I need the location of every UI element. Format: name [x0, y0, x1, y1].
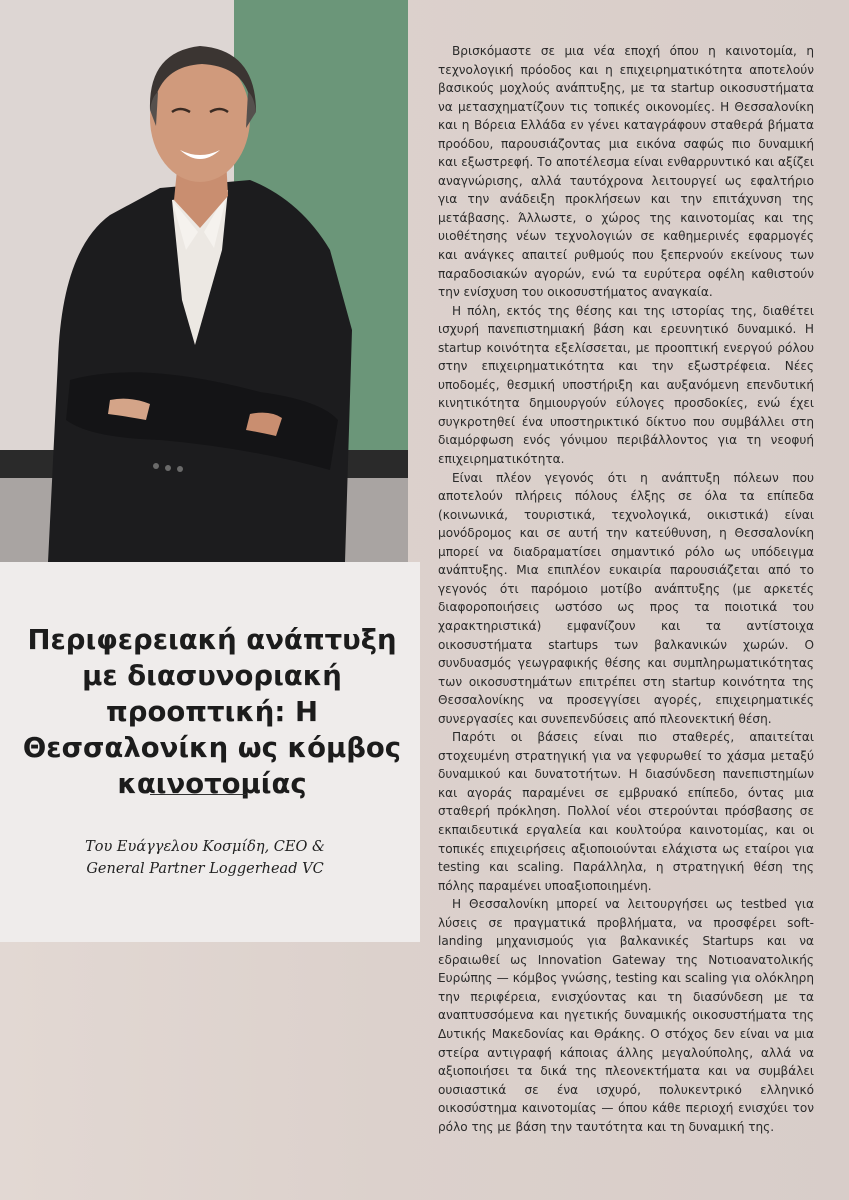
body-paragraph: Βρισκόμαστε σε μια νέα εποχή όπου η καινοτομία, η τεχνολογική πρόοδος και η επιχειρηματικότητα αποτελούν βασικούς μοχλούς ανάπτυξης, με τα startup οικοσυστήματα να μετασχηματίζουν τις τοπικές οικονομίες. Η Θεσσαλονίκη και η Βόρεια Ελλάδα εν γένει καταγράφουν σταθερά βήματα προόδου, παρουσιάζοντας μια εικόνα σαφώς πιο δυναμική και εξωστρεφή. Το αποτέλεσμα είναι ενθαρρυντικό και αξίζει αναγνώρισης, αλλά ταυτόχρονα λειτουργεί ως εφαλτήριο για την ανάδειξη προκλήσεων και την επιτάχυνση της μετάβασης. Άλλωστε, ο χώρος της καινοτομίας και της υιοθέτησης νέων τεχνολογιών σε καθημερινές εφαρμογές και ανάγκες απαιτεί ρυθμούς που ξεπερνούν εκείνους των παραδοσιακών αγορών, ενώ τα ευρύτερα οφέλη καθιστούν την ενίσχυση του οικοσυστήματος αναγκαία. [438, 44, 814, 300]
body-paragraph: Παρότι οι βάσεις είναι πιο σταθερές, απαιτείται στοχευμένη στρατηγική για να γεφυρωθεί το χάσμα μεταξύ δυναμικού και δυνατοτήτων. Η διασύνδεση πανεπιστημίων και αγοράς παραμένει σε εμβρυακό επίπεδο, όντας μια σταθερή πρόκληση. Πολλοί νέοι στερούνται πρόσβασης σε εκπαιδευτικά εργαλεία και κουλτούρα καινοτομίας, και οι τοπικές επιχειρήσεις αξιοποιούνται ελάχιστα ως εταίροι για testing και scaling. Παράλληλα, η στρατηγική θέση της πόλης παραμένει υποαξιοποιημένη. [438, 730, 814, 893]
article-body [438, 42, 814, 1136]
portrait-illustration [0, 0, 408, 562]
article-byline: Του Ευάγγελου Κοσμίδη, CEO & General Partner Loggerhead VC [85, 839, 325, 877]
article-title: Περιφερειακή ανάπτυξη με διασυνοριακή προοπτική: Η Θεσσαλονίκη ως κόμβος καινοτομίας [22, 624, 402, 800]
body-paragraph: Είναι πλέον γεγονός ότι η ανάπτυξη πόλεων που αποτελούν πλήρεις πόλους έλξης σε όλα τα επίπεδα (κοινωνικά, τουριστικά, τεχνολογικά, οικιστικά) είναι μονόδρομος και σε αυτή την κατεύθυνση, η Θεσσαλονίκη μπορεί να διαδραματίσει σημαντικό ρόλο ως υπόδειγμα ανάπτυξης. Μια επιπλέον ευκαιρία παρουσιάζεται από το γεγονός ότι παρόμοιο μοτίβο ανάπτυξης (με αρκετές διαφοροποιήσεις ωστόσο ως προς τα ποιοτικά του χαρακτηριστικά) εμφανίζουν και τα αντίστοιχα οικοσυστήματα startups των βαλκανικών χωρών. Ο συνδυασμός γεωγραφικής θέσης και συμπληρωματικότητας των οικοσυστημάτων επιτρέπει στη startup κοινότητα της Θεσσαλονίκης να προσεγγίσει αγορές, επιχειρηματικές συνεργασίες και συνεπενδύσεις από πλεονεκτική θέση. [438, 470, 814, 726]
body-paragraph: Η Θεσσαλονίκη μπορεί να λειτουργήσει ως testbed για λύσεις σε πραγματικά προβλήματα, να προσφέρει soft-landing μηχανισμούς για βαλκανικές Startups και να εδραιωθεί ως Innovation Gateway της Νοτιοανατολικής Ευρώπης — κόμβος γνώσης, testing και scaling για ολόκληρη την περιφέρεια, ενισχύοντας και τη διασύνδεση με τα αναπτυσσόμενα και ηγετικής δυναμικής οικοσυστήματα της Δυτικής Μακεδονίας και Θράκης. Ο στόχος δεν είναι να μια στείρα αντιγραφή κάποιας άλλης μεγαλούπολης, αλλά να αξιοποιήσει τα δικά της πλεονεκτήματα και να συμβάλει ουσιαστικά σε ένα ισχυρό, πολυκεντρικό ελληνικό οικοσύστημα καινοτομίας — όπου κάθε περιοχή ενισχύει τον ρόλο της με βάση την ταυτότητα και τη δυναμική της. [438, 897, 814, 1134]
author-photo [0, 0, 408, 562]
title-divider [150, 794, 246, 795]
body-paragraph: Η πόλη, εκτός της θέσης και της ιστορίας της, διαθέτει ισχυρή πανεπιστημιακή βάση και ερευνητικό δυναμικό. Η startup κοινότητα εξελίσσεται, με προοπτική ενεργού ρόλου στην επιχειρηματικότητα και την εξωστρέφεια. Νέες υποδομές, θεσμική υποστήριξη και αυξανόμενη επενδυτική κινητικότητα δημιουργούν εύλογες προσδοκίες, ενώ έχει συγκροτηθεί ένα υποστηρικτικό δίκτυο που συμβάλλει στη διαμόρφωση ενός γόνιμου περιβάλλοντος για τη νεοφυή επιχειρηματικότητα. [438, 303, 814, 467]
